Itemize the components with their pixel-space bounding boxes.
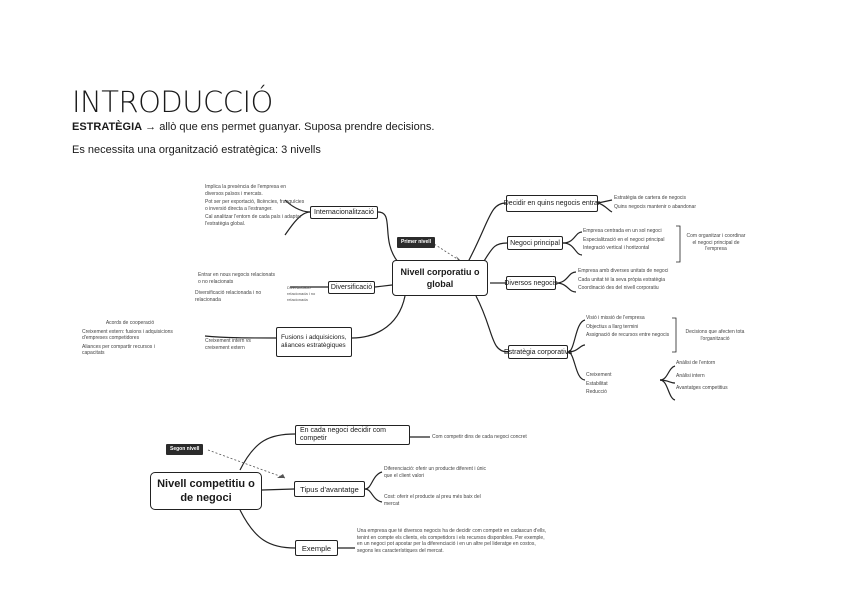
central-node-competitive[interactable]: Nivell competitiu o de negoci <box>150 472 262 510</box>
node-exemple[interactable]: Exemple <box>295 540 338 556</box>
strategy-term: ESTRATÈGIA <box>72 121 143 133</box>
connector <box>563 232 582 243</box>
note-line: Assignació de recursos entre negocis <box>586 332 670 338</box>
note-line: Reducció <box>586 389 607 395</box>
note-line: Anàlisi de l'entorn <box>676 360 716 366</box>
page-title: INTRODUCCIÓ <box>72 85 273 119</box>
note-line: Especialització en el negoci principal <box>583 236 665 243</box>
note-line: Pot ser per exportació, llicències, franquícies o inversió directa a l'estranger. <box>205 199 305 212</box>
note-corporativa-right: Decisions que afecten tota l'organització <box>685 329 745 342</box>
note-diversificacio-mid: Diversificació relacionada i no relacionada <box>287 285 316 302</box>
note-avantatge-b: Cost: oferir el producte al preu més baix del mercat <box>384 494 481 507</box>
connector <box>476 296 508 352</box>
node-negoci-principal[interactable]: Negoci principal <box>507 236 563 250</box>
note-line: Anàlisi intern <box>676 372 705 379</box>
node-decidir-negocis[interactable]: Decidir en quins negocis entrar <box>506 195 598 212</box>
note-diversos <box>578 268 670 294</box>
node-tipus-avantatge[interactable]: Tipus d'avantatge <box>294 481 365 497</box>
note-decidir <box>614 195 704 212</box>
note-line: Empresa amb diverses unitats de negoci <box>578 268 669 274</box>
note-corporativa <box>586 315 670 341</box>
note-aliances-mid: Creixement intern vs creixement extern <box>205 338 251 351</box>
note-line: Avantatges competitius <box>676 385 728 391</box>
connector <box>262 489 294 490</box>
note-line: Objectius a llarg termini <box>586 323 639 330</box>
note-line: Visió i missió de l'empresa <box>586 315 645 321</box>
bracket <box>672 318 676 352</box>
arrowhead <box>277 474 285 478</box>
connector <box>556 272 576 283</box>
node-internacionalitzacio[interactable]: Internacionalització <box>310 206 378 219</box>
note-line: Estratègia de cartera de negocis <box>614 195 686 201</box>
note-corporativa-b <box>586 372 658 398</box>
note-diversificacio-b: Diversificació relacionada i no relacionada <box>195 290 262 303</box>
arrow-icon: → <box>145 121 157 133</box>
connector <box>660 366 675 380</box>
connector <box>240 510 295 548</box>
note-line: Creixement <box>586 372 612 378</box>
strategy-text: allò que ens permet guanyar. Suposa prendre decisions. <box>159 121 435 133</box>
connector <box>365 489 382 502</box>
note-corporativa-c <box>676 360 754 394</box>
connector <box>375 285 392 287</box>
node-fusions-aliances[interactable]: Fusions i adquisicions, aliances estratègiques <box>276 327 352 357</box>
note-aliances <box>82 320 178 359</box>
tag-second-level: Segon nivell <box>166 444 203 455</box>
node-estrategia-corporativa[interactable]: Estratègia corporativa <box>508 345 568 359</box>
note-line: Integració vertical i horitzontal <box>583 245 650 251</box>
connector <box>468 203 506 262</box>
bracket <box>676 226 680 262</box>
note-line: Cal analitzar l'entorn de cada país i adaptar l'estratègia global. <box>205 214 302 227</box>
connector <box>378 212 398 262</box>
note-avantatge-a: Diferenciació: oferir un producte diferent i únic que el client valori <box>384 466 486 479</box>
tag-arrow <box>431 242 462 262</box>
note-line: Implica la presència de l'empresa en diversos països i mercats. <box>205 184 286 197</box>
central-node-corporate[interactable]: Nivell corporatiu o global <box>392 260 488 296</box>
node-decidir-competir[interactable]: En cada negoci decidir com competir <box>295 425 410 445</box>
note-diversificacio-a: Entrar en nous negocis relacionats o no relacionats <box>198 272 275 285</box>
note-line: Acords de cooperació <box>105 320 155 326</box>
connector <box>556 283 576 292</box>
connector <box>352 296 405 338</box>
note-line: Creixement extern: fusions i adquisicions d'empreses competidores <box>82 328 173 341</box>
note-line: Quins negocis mantenir o abandonar <box>614 203 696 210</box>
node-diversificacio[interactable]: Diversificació <box>328 281 375 294</box>
note-decidir-competir: Com competir dins de cada negoci concret <box>432 434 527 440</box>
connector <box>240 434 295 470</box>
note-internacionalitzacio <box>205 184 305 229</box>
node-diversos-negocis[interactable]: Diversos negocis <box>506 276 556 290</box>
note-exemple: Una empresa que té diversos negocis ha de decidir com competir en cadascun d'ells, tenint en compte els clients, els competidors i els recursos disponibles. Per exemple, en un negoci pot apostar per la diferenciació i en un altre pel lideratge en costos, segons les característiques del mercat. <box>357 528 547 554</box>
note-principal-right: Com organitzar i coordinar el negoci principal de l'empresa <box>686 233 746 252</box>
note-line: Aliances per compartir recursos i capacitats <box>82 343 155 356</box>
tag-first-level: Primer nivell <box>397 237 435 248</box>
note-line: Empresa centrada en un sol negoci <box>583 228 662 234</box>
note-line: Coordinació des del nivell corporatiu <box>578 285 659 291</box>
note-line: Estabilitat <box>586 380 608 387</box>
connector <box>365 472 382 489</box>
levels-text: Es necessita una organització estratègica: 3 nivells <box>72 144 321 156</box>
connector <box>563 243 582 255</box>
note-line: Cada unitat té la seva pròpia estratègia <box>578 276 665 283</box>
note-principal <box>583 228 675 254</box>
